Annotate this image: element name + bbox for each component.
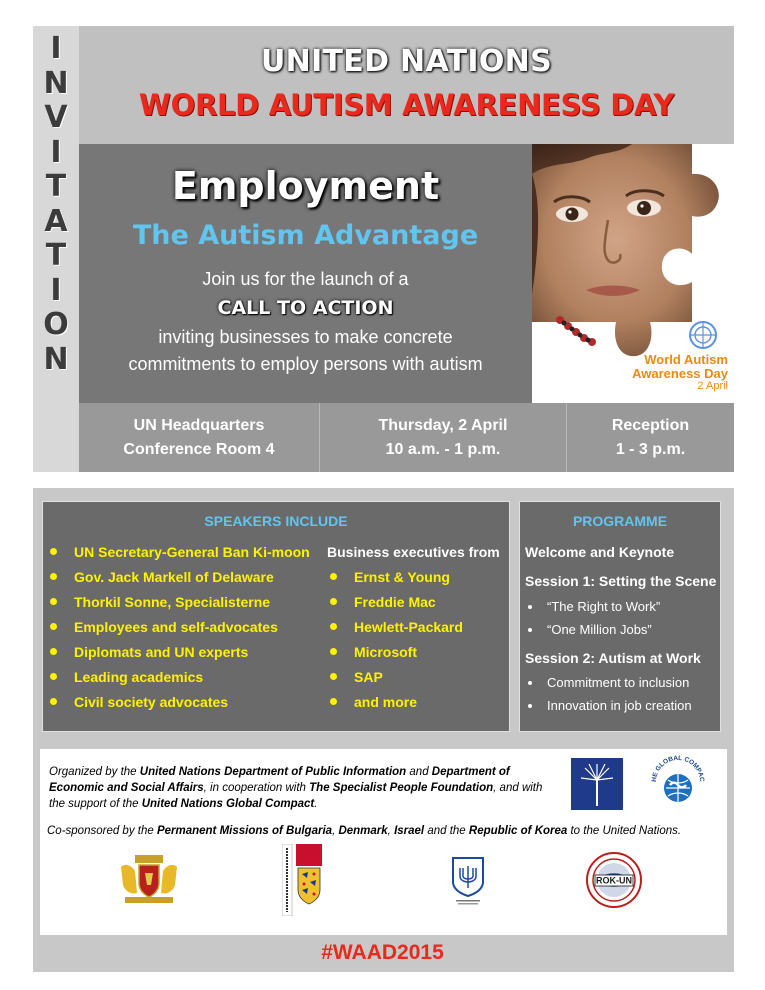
bullet-icon — [528, 605, 532, 609]
poster-date: 2 April — [697, 380, 728, 392]
bullet-icon — [50, 573, 57, 580]
cosponsor-text-part: Permanent Missions of Bulgaria — [156, 825, 333, 837]
list-item-text: Gov. Jack Markell of Delaware — [74, 569, 274, 585]
theme-title: Employment — [171, 164, 440, 208]
list-item-text: Leading academics — [74, 669, 204, 685]
bullet-icon — [330, 648, 337, 655]
cosponsor-text-part: and the — [424, 825, 469, 837]
programme-item-text: Commitment to inclusion — [547, 675, 690, 690]
list-item — [47, 594, 310, 619]
invitation-letter: T — [45, 238, 67, 273]
list-item-text: Hewlett-Packard — [354, 619, 463, 635]
org-title: UNITED NATIONS — [261, 44, 552, 79]
denmark-mission-logo — [282, 844, 324, 916]
list-item-text: and more — [354, 694, 418, 710]
programme-item-text: “The Right to Work” — [547, 599, 661, 614]
reception-time: 1 - 3 p.m. — [615, 441, 686, 458]
cosponsor-text-part: Co-sponsored by the — [47, 825, 157, 837]
list-item-text: Thorkil Sonne, Specialisterne — [74, 594, 271, 610]
venue-cell — [79, 403, 319, 472]
programme-item — [525, 698, 692, 713]
org-text-part: and — [406, 766, 432, 778]
cosponsor-text — [47, 825, 727, 837]
venue-room: Conference Room 4 — [123, 441, 275, 458]
list-item — [327, 594, 463, 619]
date-cell — [320, 403, 566, 472]
org-text-part: . — [314, 798, 318, 810]
list-item — [327, 619, 463, 644]
list-item — [327, 644, 463, 669]
list-item-text: Ernst & Young — [354, 569, 450, 585]
poster-title-line2: Awareness Day — [632, 366, 728, 381]
speakers-heading: SPEAKERS INCLUDE — [204, 513, 348, 529]
bullet-icon — [330, 673, 337, 680]
organized-by-text — [49, 764, 554, 812]
invitation-letter: T — [45, 169, 67, 204]
venue-name: UN Headquarters — [133, 417, 265, 434]
programme-welcome: Welcome and Keynote — [525, 544, 675, 560]
invitation-letter: I — [50, 31, 62, 66]
invitation-letter: I — [50, 134, 62, 170]
list-item — [47, 669, 310, 694]
cosponsor-text-part: , — [387, 825, 395, 837]
cosponsor-text-part: , — [332, 825, 339, 837]
launch-line: Join us for the launch of a — [202, 269, 409, 289]
main-panel — [79, 144, 532, 403]
bullet-icon — [330, 598, 337, 605]
speakers-list — [47, 544, 310, 719]
bullet-icon — [330, 573, 337, 580]
invitation-letter: V — [44, 100, 68, 135]
bullet-icon — [50, 548, 57, 555]
bullet-icon — [528, 704, 532, 708]
call-to-action: CALL TO ACTION — [217, 297, 394, 319]
list-item — [47, 569, 310, 594]
list-item-text: Diplomats and UN experts — [74, 644, 249, 660]
programme-item-text: “One Million Jobs” — [547, 622, 652, 637]
bullet-icon — [330, 623, 337, 630]
un-emblem-icon — [688, 320, 718, 350]
theme-subtitle: The Autism Advantage — [132, 220, 479, 251]
list-item — [327, 569, 463, 594]
event-date: Thursday, 2 April — [378, 417, 508, 434]
inviting-line: inviting businesses to make concrete — [158, 327, 453, 347]
list-item-text: Employees and self-advocates — [74, 619, 278, 635]
org-text-part: , and with the support of the — [49, 782, 543, 810]
bullet-icon — [528, 681, 532, 685]
commitments-line: commitments to employ persons with autism — [128, 354, 483, 374]
org-text-part: Organized by the — [49, 766, 140, 778]
bullet-icon — [528, 628, 532, 632]
programme-session-2: Session 2: Autism at Work — [525, 650, 701, 666]
programme-item — [525, 675, 689, 690]
bullet-icon — [50, 698, 57, 705]
cosponsor-text-part: Denmark — [338, 825, 388, 837]
specialist-people-foundation-logo — [571, 758, 623, 810]
global-compact-logo — [648, 752, 708, 812]
list-item — [47, 619, 310, 644]
invitation-letter: N — [43, 341, 69, 377]
reception-label: Reception — [611, 417, 690, 434]
org-text-part: United Nations Department of Public Information — [139, 766, 407, 778]
cosponsor-text-part: Republic of Korea — [468, 825, 568, 837]
list-item — [47, 544, 310, 569]
bullet-icon — [50, 623, 57, 630]
programme-heading: PROGRAMME — [572, 513, 668, 529]
israel-mission-logo — [438, 856, 498, 906]
list-item-text: SAP — [354, 669, 383, 685]
programme-session-1: Session 1: Setting the Scene — [525, 573, 717, 589]
rok-un-logo — [585, 851, 643, 909]
list-item — [47, 644, 310, 669]
cosponsor-text-part: to the United Nations. — [567, 825, 682, 837]
programme-item — [525, 622, 652, 637]
list-item-text: UN Secretary-General Ban Ki-moon — [74, 544, 310, 560]
list-item-text: Freddie Mac — [354, 594, 436, 610]
bullet-icon — [330, 698, 337, 705]
hashtag: #WAAD2015 — [321, 941, 444, 964]
bullet-icon — [50, 673, 57, 680]
list-item — [327, 694, 463, 719]
bullet-icon — [50, 598, 57, 605]
invitation-letter: I — [50, 272, 62, 308]
event-time: 10 a.m. - 1 p.m. — [385, 441, 501, 458]
cosponsor-text-part: Israel — [394, 825, 425, 837]
event-title: WORLD AUTISM AWARENESS DAY — [138, 88, 675, 122]
global-compact-arc-text: HE GLOBAL COMPAC — [650, 754, 706, 783]
business-heading: Business executives from — [327, 544, 500, 560]
list-item-text: Microsoft — [354, 644, 417, 660]
invitation-letter: N — [43, 65, 69, 101]
list-item-text: Civil society advocates — [74, 694, 229, 710]
org-text-part: Department of Economic and Social Affairs — [49, 766, 510, 794]
reception-cell — [567, 403, 734, 472]
org-text-part: The Specialist People Foundation — [309, 782, 494, 794]
business-list — [327, 569, 463, 719]
invitation-letter: O — [43, 307, 69, 342]
bulgaria-coat-of-arms — [115, 853, 183, 905]
org-text-part: United Nations Global Compact — [141, 798, 315, 810]
invitation-label — [33, 26, 79, 377]
waad-poster-image — [532, 144, 734, 403]
event-details-bar — [79, 403, 734, 472]
programme-item — [525, 599, 660, 614]
programme-item-text: Innovation in job creation — [547, 698, 692, 713]
invitation-letter: A — [44, 203, 68, 239]
invitation-strip — [33, 26, 79, 472]
title-band — [79, 26, 734, 144]
list-item — [47, 694, 310, 719]
rok-un-badge-text: ROK-UN — [596, 875, 632, 886]
bullet-icon — [50, 648, 57, 655]
list-item — [327, 669, 463, 694]
poster-title-line1: World Autism — [644, 352, 728, 367]
org-text-part: , in cooperation with — [203, 782, 310, 794]
